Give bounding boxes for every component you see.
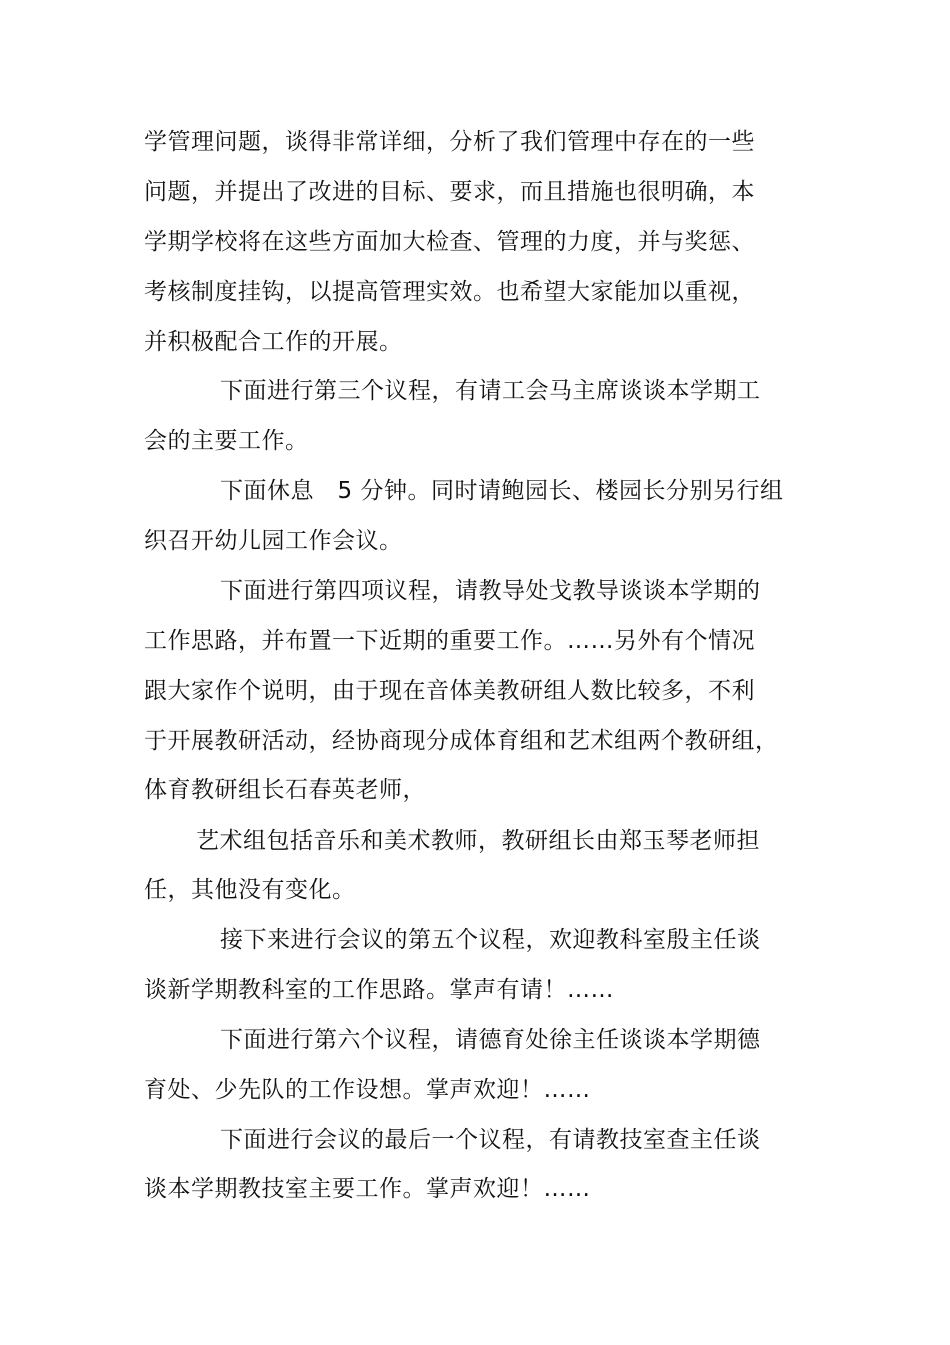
- text-line: 于开展教研活动，经协商现分成体育组和艺术组两个教研组，: [144, 728, 779, 754]
- text-line: 问题，并提出了改进的目标、要求，而且措施也很明确，本: [144, 179, 755, 205]
- text-line: 谈新学期教科室的工作思路。掌声有请！……: [144, 977, 614, 1003]
- text-line: 学管理问题，谈得非常详细，分析了我们管理中存在的一些: [144, 129, 755, 155]
- text-line: 并积极配合工作的开展。: [144, 329, 403, 355]
- text-line: 育处、少先队的工作设想。掌声欢迎！……: [144, 1077, 591, 1103]
- paragraph-start-line: 下面进行第三个议程，有请工会马主席谈谈本学期工: [220, 378, 761, 404]
- text-line: 学期学校将在这些方面加大检查、管理的力度，并与奖惩、: [144, 229, 755, 255]
- text-line: 谈本学期教技室主要工作。掌声欢迎！……: [144, 1176, 591, 1202]
- text-line: 织召开幼儿园工作会议。: [144, 528, 403, 554]
- text-line: 体育教研组长石春英老师，: [144, 777, 426, 803]
- paragraph-start-line: 艺术组包括音乐和美术教师，教研组长由郑玉琴老师担: [196, 828, 760, 854]
- paragraph-start-line: 下面进行会议的最后一个议程，有请教技室查主任谈: [220, 1127, 761, 1153]
- text-line: 跟大家作个说明，由于现在音体美教研组人数比较多，不利: [144, 678, 755, 704]
- text-line: 考核制度挂钩，以提高管理实效。也希望大家能加以重视，: [144, 279, 755, 305]
- paragraph-start-line: 下面进行第六个议程，请德育处徐主任谈谈本学期德: [220, 1027, 761, 1053]
- paragraph-start-line: 接下来进行会议的第五个议程，欢迎教科室殷主任谈: [220, 927, 761, 953]
- text-line: 任，其他没有变化。: [144, 877, 356, 903]
- paragraph-start-line: 下面休息 5 分钟。同时请鲍园长、楼园长分别另行组: [220, 478, 784, 504]
- text-line: 工作思路，并布置一下近期的重要工作。……另外有个情况: [144, 628, 755, 654]
- paragraph-start-line: 下面进行第四项议程，请教导处戈教导谈谈本学期的: [220, 578, 761, 604]
- text-line: 会的主要工作。: [144, 428, 309, 454]
